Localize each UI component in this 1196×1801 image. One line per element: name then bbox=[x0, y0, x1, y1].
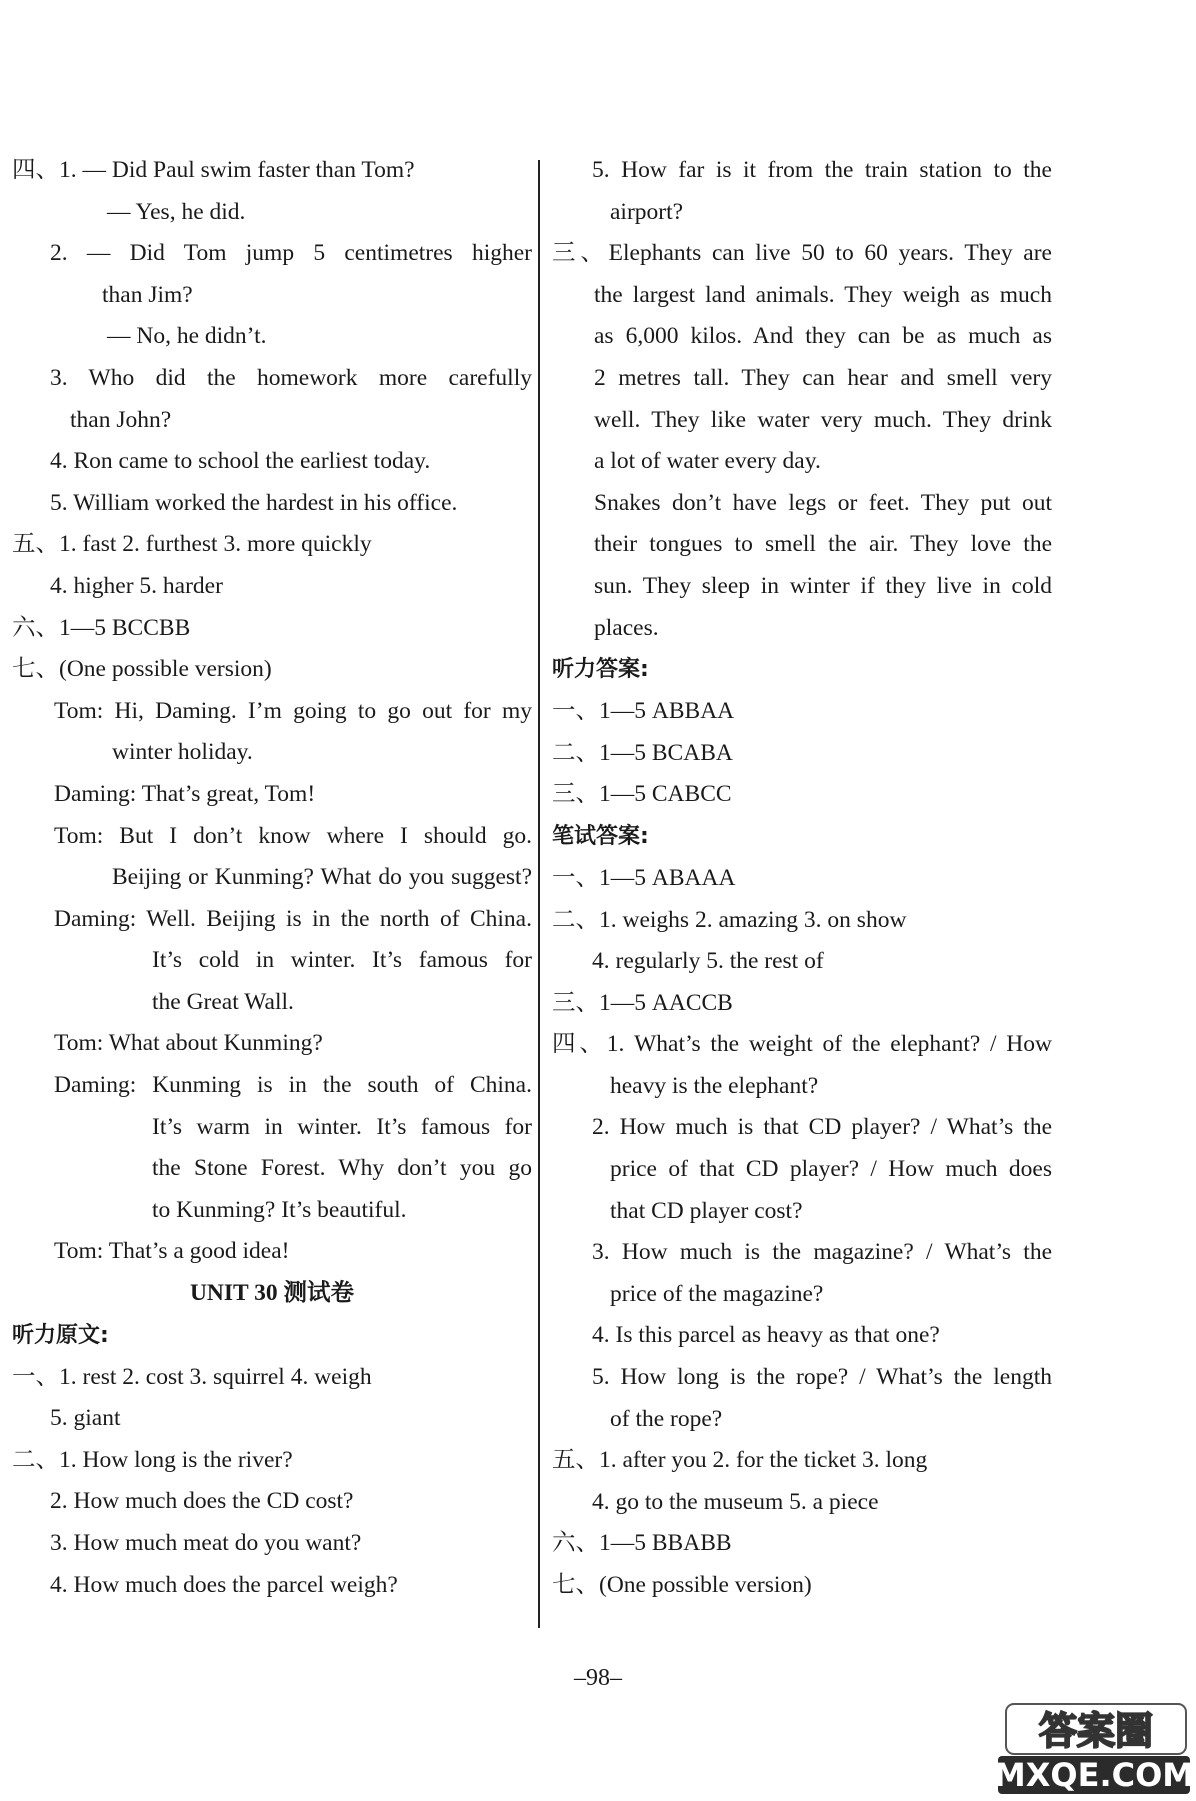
right-line: the largest land animals. They weigh as much bbox=[594, 281, 1052, 308]
left-line: UNIT 30 测试卷 bbox=[189, 1280, 355, 1307]
left-line: 五、1. fast 2. furthest 3. more quickly bbox=[12, 531, 372, 558]
left-line: than Jim? bbox=[102, 281, 193, 308]
right-line: a lot of water every day. bbox=[594, 448, 821, 475]
left-line: Tom: That’s a good idea! bbox=[54, 1238, 290, 1265]
watermark-top-text: 答案圈 bbox=[1038, 1709, 1154, 1753]
column-divider bbox=[538, 160, 540, 1628]
left-line: — Yes, he did. bbox=[107, 198, 246, 225]
right-line: their tongues to smell the air. They love the bbox=[594, 531, 1052, 558]
left-line: Daming: Kunming is in the south of China. bbox=[54, 1072, 532, 1099]
right-line: 5. How far is it from the train station to the bbox=[592, 157, 1052, 183]
right-line: price of that CD player? / How much does bbox=[610, 1156, 1052, 1183]
left-line: 4. Ron came to school the earliest today. bbox=[50, 448, 431, 475]
left-line: 2. How much does the CD cost? bbox=[50, 1488, 354, 1515]
left-line: the Stone Forest. Why don’t you go bbox=[152, 1155, 532, 1182]
right-line: heavy is the elephant? bbox=[610, 1072, 819, 1099]
right-line: 2 metres tall. They can hear and smell very bbox=[594, 364, 1052, 391]
watermark-bottom-text: MXQE.COM bbox=[996, 1756, 1192, 1794]
right-line: 五、1. after you 2. for the ticket 3. long bbox=[552, 1447, 928, 1474]
left-line: Tom: Hi, Daming. I’m going to go out for my bbox=[54, 697, 532, 724]
right-line: as 6,000 kilos. And they can be as much as bbox=[594, 323, 1052, 350]
right-line: Snakes don’t have legs or feet. They put out bbox=[594, 489, 1052, 516]
left-line: 一、1. rest 2. cost 3. squirrel 4. weigh bbox=[12, 1363, 372, 1390]
right-line: airport? bbox=[610, 198, 684, 225]
left-line: 4. higher 5. harder bbox=[50, 572, 223, 599]
left-column bbox=[12, 150, 532, 1606]
right-line: 三、Elephants can live 50 to 60 years. They are bbox=[552, 240, 1052, 267]
right-line: 2. How much is that CD player? / What’s the bbox=[592, 1114, 1052, 1141]
left-line: It’s warm in winter. It’s famous for bbox=[152, 1113, 532, 1140]
left-line: 3. How much meat do you want? bbox=[50, 1530, 362, 1556]
left-line: It’s cold in winter. It’s famous for bbox=[152, 947, 532, 974]
left-line: 5. giant bbox=[50, 1405, 121, 1432]
left-line: Daming: Well. Beijing is in the north of China. bbox=[54, 905, 532, 932]
page-number: –98– bbox=[574, 1665, 622, 1691]
right-line: 一、1—5 ABAAA bbox=[552, 864, 736, 891]
left-line: 3. Who did the homework more carefully bbox=[50, 364, 532, 391]
left-line: — No, he didn’t. bbox=[107, 323, 267, 350]
left-line: than John? bbox=[70, 406, 172, 433]
right-line: 一、1—5 ABBAA bbox=[552, 698, 735, 725]
right-line: 4. Is this parcel as heavy as that one? bbox=[592, 1322, 940, 1349]
right-column bbox=[552, 150, 1052, 1607]
left-line: 听力原文: bbox=[12, 1322, 109, 1348]
right-line: 三、1—5 CABCC bbox=[552, 781, 732, 808]
right-line: sun. They sleep in winter if they live in cold bbox=[594, 572, 1052, 599]
right-line: 听力答案: bbox=[552, 657, 649, 683]
left-line: Tom: What about Kunming? bbox=[54, 1030, 323, 1057]
right-line: 4. regularly 5. the rest of bbox=[592, 948, 824, 975]
right-line: 4. go to the museum 5. a piece bbox=[592, 1488, 879, 1515]
right-line: 三、1—5 AACCB bbox=[552, 989, 733, 1016]
right-line: 5. How long is the rope? / What’s the length bbox=[592, 1364, 1052, 1391]
left-line: 四、1. — Did Paul swim faster than Tom? bbox=[12, 157, 415, 183]
right-line: 二、1. weighs 2. amazing 3. on show bbox=[552, 906, 907, 933]
right-line: of the rope? bbox=[610, 1405, 723, 1432]
left-line: winter holiday. bbox=[112, 739, 253, 766]
right-line: well. They like water very much. They drink bbox=[594, 406, 1052, 433]
left-line: 5. William worked the hardest in his office. bbox=[50, 489, 458, 516]
left-line: 七、(One possible version) bbox=[12, 656, 272, 683]
right-line: 3. How much is the magazine? / What’s the bbox=[592, 1239, 1052, 1266]
left-line: to Kunming? It’s beautiful. bbox=[152, 1196, 407, 1223]
right-line: 七、(One possible version) bbox=[552, 1572, 812, 1598]
left-line: 4. How much does the parcel weigh? bbox=[50, 1571, 398, 1598]
left-line: Beijing or Kunming? What do you suggest? bbox=[112, 864, 532, 891]
left-line: the Great Wall. bbox=[152, 988, 294, 1015]
right-line: 六、1—5 BBABB bbox=[552, 1530, 732, 1557]
left-line: 2. — Did Tom jump 5 centimetres higher bbox=[50, 240, 532, 267]
left-line: Tom: But I don’t know where I should go. bbox=[54, 822, 532, 849]
watermark-logo bbox=[996, 1700, 1192, 1796]
right-line: 笔试答案: bbox=[552, 823, 649, 849]
right-line: places. bbox=[594, 614, 659, 641]
left-line: 六、1—5 BCCBB bbox=[12, 614, 191, 641]
right-line: 四、1. What’s the weight of the elephant? / How bbox=[552, 1031, 1052, 1058]
right-line: price of the magazine? bbox=[610, 1280, 824, 1307]
left-line: 二、1. How long is the river? bbox=[12, 1446, 293, 1473]
right-line: 二、1—5 BCABA bbox=[552, 739, 733, 766]
left-line: Daming: That’s great, Tom! bbox=[54, 780, 316, 807]
right-line: that CD player cost? bbox=[610, 1197, 803, 1224]
